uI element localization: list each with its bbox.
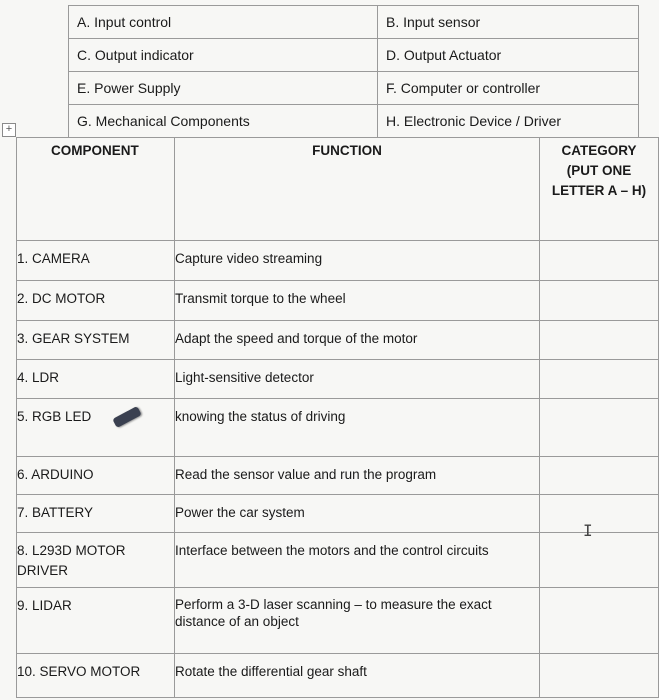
legend-option-b: B. Input sensor — [378, 6, 639, 39]
component-cell: 2. DC MOTOR — [17, 291, 106, 306]
table-header-row — [17, 138, 659, 241]
table-row — [17, 281, 659, 321]
category-answer-cell[interactable] — [540, 588, 659, 654]
component-cell: 3. GEAR SYSTEM — [17, 331, 130, 346]
table-row — [17, 241, 659, 281]
legend-option-a: A. Input control — [69, 6, 378, 39]
legend-row — [69, 39, 639, 72]
table-row — [17, 360, 659, 399]
component-label: 5. RGB LED — [17, 409, 92, 424]
header-function: FUNCTION — [175, 138, 540, 241]
table-row — [17, 457, 659, 495]
function-cell: Read the sensor value and run the program — [175, 467, 437, 482]
table-row — [17, 399, 659, 457]
header-category-line: LETTER A – H) — [551, 183, 647, 198]
function-cell: Capture video streaming — [175, 251, 323, 266]
function-cell: knowing the status of driving — [175, 409, 346, 424]
category-answer-cell[interactable] — [540, 495, 659, 533]
function-cell: Power the car system — [175, 505, 305, 520]
text-cursor-icon: I — [583, 521, 593, 540]
component-cell: 1. CAMERA — [17, 251, 90, 266]
table-row — [17, 588, 659, 654]
category-legend — [68, 5, 639, 138]
component-cell: 7. BATTERY — [17, 505, 94, 520]
category-answer-cell[interactable] — [540, 457, 659, 495]
category-answer-cell[interactable] — [540, 281, 659, 321]
category-answer-cell[interactable] — [540, 360, 659, 399]
header-category-line: CATEGORY — [561, 143, 637, 158]
table-row — [17, 495, 659, 533]
category-answer-cell[interactable] — [540, 533, 659, 588]
category-answer-cell[interactable] — [540, 321, 659, 360]
legend-option-g: G. Mechanical Components — [69, 105, 378, 138]
function-cell: Interface between the motors and the control circuits — [175, 543, 489, 558]
component-cell: 4. LDR — [17, 370, 60, 385]
function-cell: Adapt the speed and torque of the motor — [175, 331, 418, 346]
component-table — [16, 137, 659, 698]
category-answer-cell[interactable] — [540, 399, 659, 457]
component-cell — [17, 399, 174, 427]
component-cell: 10. SERVO MOTOR — [17, 664, 141, 679]
table-move-handle-icon[interactable]: + — [2, 123, 16, 137]
legend-row — [69, 105, 639, 138]
function-cell: Perform a 3-D laser scanning – to measure the exact distance of an object — [175, 597, 492, 629]
header-component: COMPONENT — [17, 138, 175, 241]
table-row — [17, 654, 659, 698]
legend-row — [69, 72, 639, 105]
function-cell: Transmit torque to the wheel — [175, 291, 346, 306]
header-category — [540, 138, 659, 241]
component-cell: 9. LIDAR — [17, 598, 72, 613]
legend-option-f: F. Computer or controller — [378, 72, 639, 105]
function-cell: Rotate the differential gear shaft — [175, 664, 367, 679]
category-answer-cell[interactable] — [540, 241, 659, 281]
legend-option-c: C. Output indicator — [69, 39, 378, 72]
function-cell: Light-sensitive detector — [175, 370, 314, 385]
table-row — [17, 533, 659, 588]
led-chip-icon — [113, 406, 142, 428]
component-cell: 8. L293D MOTOR DRIVER — [17, 543, 126, 578]
legend-option-h: H. Electronic Device / Driver — [378, 105, 639, 138]
component-cell: 6. ARDUINO — [17, 467, 94, 482]
legend-option-e: E. Power Supply — [69, 72, 378, 105]
header-category-line: (PUT ONE — [566, 163, 632, 178]
category-answer-cell[interactable] — [540, 654, 659, 698]
table-row — [17, 321, 659, 360]
legend-row — [69, 6, 639, 39]
legend-option-d: D. Output Actuator — [378, 39, 639, 72]
